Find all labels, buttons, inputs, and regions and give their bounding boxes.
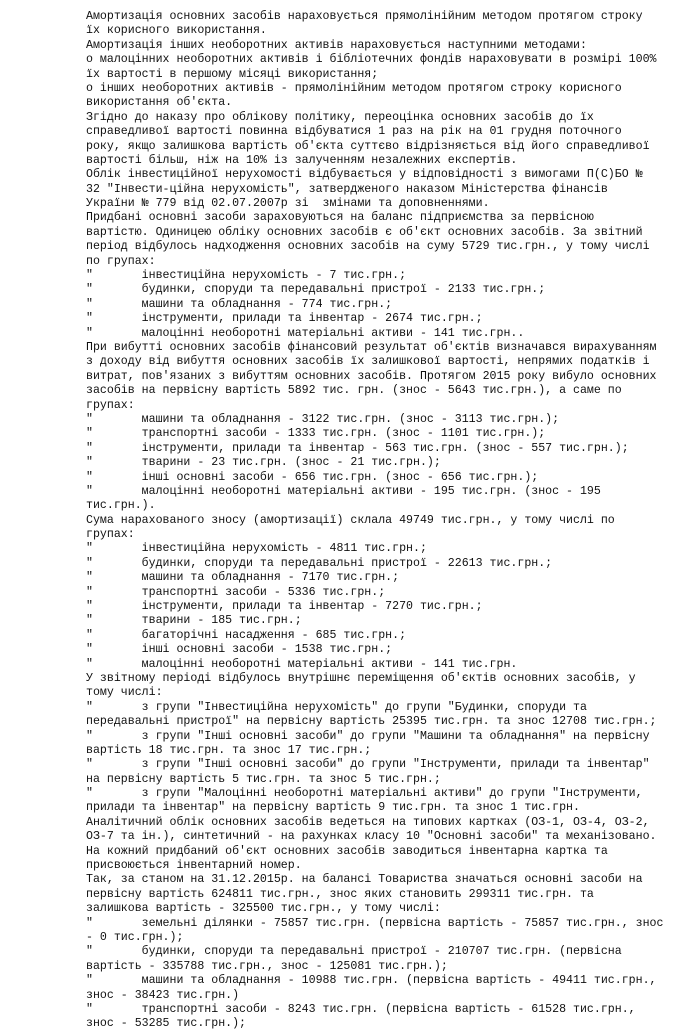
text-line: тис.грн.). (86, 499, 156, 513)
text-line: період відбулось надходження основних засобів на суму 5729 тис.грн., у тому числі (86, 240, 650, 254)
text-line: При вибутті основних засобів фінансовий результат об'єктів визначався вирахуванням (86, 340, 657, 354)
text-line: " інструменти, прилади та інвентар - 7270 тис.грн.; (86, 600, 483, 614)
text-line: присвоюється інвентарний номер. (86, 859, 302, 873)
text-line: по групах: (86, 254, 156, 268)
text-line: групах: (86, 398, 135, 412)
text-line: " інші основні засоби - 656 тис.грн. (знос - 656 тис.грн.); (86, 470, 539, 484)
text-line: прилади та інвентар" на первісну вартість 9 тис.грн. та знос 1 тис.грн. (86, 801, 580, 815)
text-line: Амортизація основних засобів нараховується прямолінійним методом протягом строку (86, 10, 643, 23)
text-line: " з групи "Інвестиційна нерухомість" до групи "Будинки, споруди та (86, 700, 587, 714)
text-line: " машини та обладнання - 3122 тис.грн. (знос - 3113 тис.грн.); (86, 412, 560, 426)
text-line: знос - 38423 тис.грн.) (86, 988, 240, 1002)
text-line: залишкова вартість - 325500 тис.грн., у тому числі: (86, 902, 441, 916)
text-line: " транспортні засоби - 5336 тис.грн.; (86, 585, 386, 599)
text-line: з доходу від вибуття основних засобів їх залишкової вартості, непрямих податків і (86, 355, 650, 369)
text-line: вартістю. Одиницею обліку основних засобів є об'єкт основних засобів. За звітний (86, 225, 643, 239)
text-line: знос - 53285 тис.грн.); (86, 1017, 247, 1031)
text-line: Аналітичний облік основних засобів ведеться на типових картках (ОЗ-1, ОЗ-4, ОЗ-2, (86, 815, 650, 829)
text-line: о інших необоротних активів - прямолінійним методом протягом строку корисного (86, 81, 622, 95)
text-line: " тварини - 23 тис.грн. (знос - 21 тис.грн.); (86, 456, 441, 470)
text-line: " малоцінні необоротні матеріальні активи - 195 тис.грн. (знос - 195 (86, 484, 601, 498)
text-line: " транспортні засоби - 1333 тис.грн. (знос - 1101 тис.грн.); (86, 427, 546, 441)
text-line: Так, за станом на 31.12.2015р. на балансі Товариства значаться основні засоби на (86, 873, 643, 887)
text-line: о малоцінних необоротних активів і бібліотечних фондів нараховувати в розмірі 100% (86, 53, 657, 67)
text-line: первісну вартість 624811 тис.грн., знос яких становить 299311 тис.грн. та (86, 887, 594, 901)
text-line: Придбані основні засоби зараховуються на баланс підприємства за первісною (86, 211, 594, 225)
document-body (86, 10, 694, 1032)
text-line: " земельні ділянки - 75857 тис.грн. (первісна вартість - 75857 тис.грн., знос (86, 916, 664, 930)
text-line: У звітному періоді відбулось внутрішнє переміщення об'єктів основних засобів, у (86, 671, 636, 685)
text-line: " машини та обладнання - 10988 тис.грн. (первісна вартість - 49411 тис.грн., (86, 974, 657, 988)
text-line: " будинки, споруди та передавальні пристрої - 210707 тис.грн. (первісна (86, 945, 622, 959)
text-line: Облік інвестиційної нерухомості відбувається у відповідності з вимогами П(С)БО № (86, 168, 643, 182)
text-line: - 0 тис.грн.); (86, 931, 184, 944)
text-line: їх вартості в першому місяці використання; (86, 67, 379, 81)
text-line: " багаторічні насадження - 685 тис.грн.; (86, 628, 407, 642)
text-line: " тварини - 185 тис.грн.; (86, 614, 302, 628)
text-line: " інвестиційна нерухомість - 4811 тис.грн.; (86, 542, 427, 556)
text-line: " інструменти, прилади та інвентар - 2674 тис.грн.; (86, 312, 483, 326)
text-line: Згідно до наказу про облікову політику, переоцінка основних засобів до їх (86, 110, 594, 124)
text-line: 32 "Інвести-ційна нерухомість", затвердженого наказом Міністерства фінансів (86, 182, 608, 196)
text-line: Амортизація інших необоротних активів нараховується наступними методами: (86, 38, 587, 52)
text-line: На кожний придбаний об'єкт основних засобів заводиться інвентарна картка та (86, 844, 608, 858)
text-line: України № 779 від 02.07.2007р зі змінами та доповненнями. (86, 197, 490, 211)
text-line: вартості більш, ніж на 10% із залученням незалежних експертів. (86, 153, 518, 167)
text-line: витрат, пов'язаних з вибуттям основних засобів. Протягом 2015 року вибуло основних (86, 369, 657, 383)
text-line: " транспортні засоби - 8243 тис.грн. (первісна вартість - 61528 тис.грн., (86, 1002, 636, 1016)
text-line: тому числі: (86, 686, 163, 700)
text-line: їх корисного використання. (86, 24, 267, 38)
text-line: " з групи "Малоцінні необоротні матеріальні активи" до групи "Інструменти, (86, 787, 643, 801)
text-line: " інші основні засоби - 1538 тис.грн.; (86, 643, 393, 657)
text-line: передавальні пристрої" на первісну вартість 25395 тис.грн. та знос 12708 тис.грн.; (86, 715, 657, 729)
text-line: групах: (86, 528, 135, 542)
text-line: засобів на первісну вартість 5892 тис. грн. (знос - 5643 тис.грн.), а саме по (86, 384, 622, 398)
text-line: Сума нарахованого зносу (амортизації) склала 49749 тис.грн., у тому числі по (86, 513, 615, 527)
text-line: на первісну вартість 5 тис.грн. та знос 5 тис.грн.; (86, 772, 441, 786)
text-line: " малоцінні необоротні матеріальні активи - 141 тис.грн. (86, 657, 518, 671)
text-line: " машини та обладнання - 774 тис.грн.; (86, 297, 393, 311)
text-line: " з групи "Інші основні засоби" до групи "Інструменти, прилади та інвентар" (86, 758, 650, 772)
text-line: " малоцінні необоротні матеріальні активи - 141 тис.грн.. (86, 326, 525, 340)
text-line: " інвестиційна нерухомість - 7 тис.грн.; (86, 269, 407, 283)
text-line: " інструменти, прилади та інвентар - 563 тис.грн. (знос - 557 тис.грн.); (86, 441, 629, 455)
text-line: справедливої вартості повинна відбуватися 1 раз на рік на 01 грудня поточного (86, 125, 622, 139)
text-line: вартість - 335788 тис.грн., знос - 125081 тис.грн.); (86, 959, 448, 973)
text-line: ОЗ-7 та ін.), синтетичний - на рахунках класу 10 "Основні засоби" та механізовано. (86, 830, 657, 844)
text-line: " будинки, споруди та передавальні пристрої - 22613 тис.грн.; (86, 556, 553, 570)
text-line: використання об'єкта. (86, 96, 233, 110)
text-line: року, якщо залишкова вартість об'єкта суттєво відрізняється від його справедливої (86, 139, 650, 153)
text-line: " з групи "Інші основні засоби" до групи "Машини та обладнання" на первісну (86, 729, 650, 743)
text-line: вартість 18 тис.грн. та знос 17 тис.грн.; (86, 743, 372, 757)
text-line: " машини та обладнання - 7170 тис.грн.; (86, 571, 400, 585)
text-line: " будинки, споруди та передавальні пристрої - 2133 тис.грн.; (86, 283, 546, 297)
